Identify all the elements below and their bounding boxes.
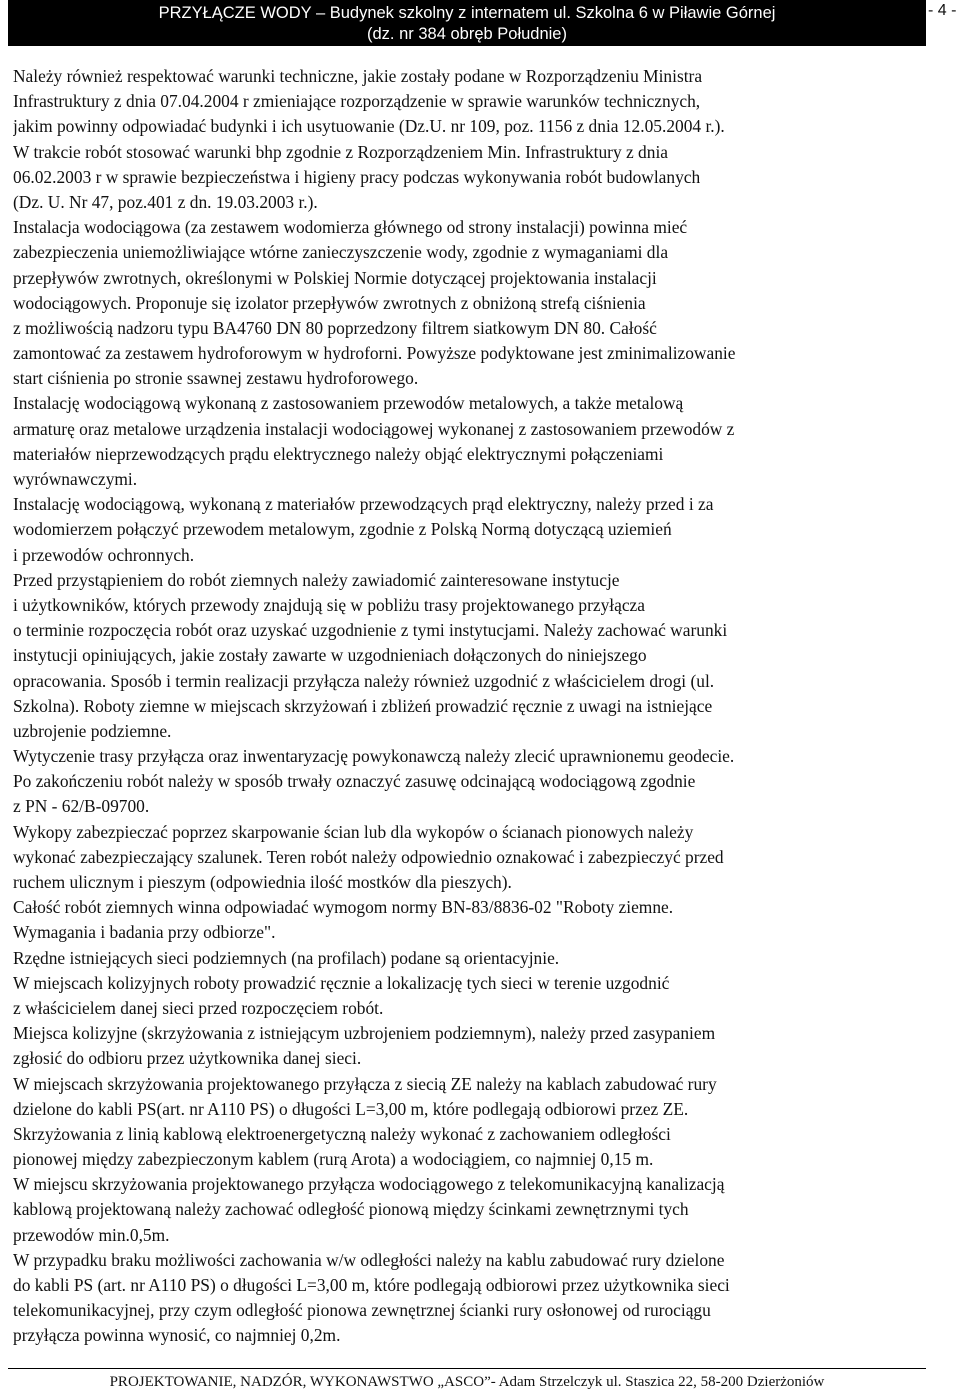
text-line: i użytkowników, których przewody znajdują się w pobliżu trasy projektowanego przyłącza xyxy=(13,594,645,615)
text-line: zabezpieczenia uniemożliwiające wtórne zanieczyszczenie wody, zgodnie z wymaganiami dla xyxy=(13,242,669,263)
text-line: Miejsca kolizyjne (skrzyżowania z istniejącym uzbrojeniem podziemnym), należy przed zasypaniem xyxy=(13,1023,716,1044)
text-line: materiałów nieprzewodzących prądu elektrycznego należy objąć elektrycznymi połączeniami xyxy=(13,443,664,464)
text-line: instytucji opiniujących, jakie zostały zawarte w uzgodnieniach dołączonych do niniejszego xyxy=(13,645,647,666)
footer-text: PROJEKTOWANIE, NADZÓR, WYKONAWSTWO „ASCO”- Adam Strzelczyk ul. Staszica 22, 58-200 Dzierżoniów xyxy=(109,1374,825,1390)
text-line: wodomierzem połączyć przewodem metalowym, zgodnie z Polską Normą dotyczącą uziemień xyxy=(13,519,672,540)
text-line: 06.02.2003 r w sprawie bezpieczeństwa i higieny pracy podczas wykonywania robót budowlanych xyxy=(13,166,701,187)
document-body xyxy=(13,64,953,1349)
text-line: dzielone do kabli PS(art. nr A110 PS) o długości L=3,00 m, które podlegają odbiorowi przez ZE. xyxy=(13,1098,689,1119)
text-line: (Dz. U. Nr 47, poz.401 z dn. 19.03.2003 r.). xyxy=(13,191,318,212)
text-line: pionowej między zabezpieczonym kablem (rurą Arota) a wodociągiem, co najmniej 0,15 m. xyxy=(13,1149,654,1170)
text-line: Rzędne istniejących sieci podziemnych (na profilach) podane są orientacyjnie. xyxy=(13,947,560,968)
text-line: Wykopy zabezpieczać poprzez skarpowanie ścian lub dla wykopów o ścianach pionowych należy xyxy=(13,821,694,842)
text-line: jakim powinny odpowiadać budynki i ich usytuowanie (Dz.U. nr 109, poz. 1156 z dnia 12.05.2004 r.). xyxy=(13,116,725,137)
text-line: W trakcie robót stosować warunki bhp zgodnie z Rozporządzeniem Min. Infrastruktury z dnia xyxy=(13,141,669,162)
text-line: i przewodów ochronnych. xyxy=(13,544,195,565)
text-line: uzbrojenie podziemne. xyxy=(13,720,172,741)
text-line: W miejscach skrzyżowania projektowanego przyłącza z siecią ZE należy na kablach zabudować rury xyxy=(13,1073,717,1094)
text-line: przewodów min.0,5m. xyxy=(13,1224,170,1245)
text-line: Po zakończeniu robót należy w sposób trwały oznaczyć zasuwę odcinającą wodociągową zgodnie xyxy=(13,771,696,792)
text-line: o terminie rozpoczęcia robót oraz uzyskać uzgodnienie z tymi instytucjami. Należy zachować warunki xyxy=(13,620,728,641)
text-line: z właścicielem danej sieci przed rozpoczęciem robót. xyxy=(13,997,384,1018)
text-line: Należy również respektować warunki techniczne, jakie zostały podane w Rozporządzeniu Ministra xyxy=(13,66,703,86)
page-number: - 4 - xyxy=(928,2,957,19)
header-title-line2: (dz. nr 384 obręb Południe) xyxy=(367,25,567,43)
text-line: Instalacja wodociągowa (za zestawem wodomierza głównego od strony instalacji) powinna mieć xyxy=(13,217,688,238)
text-line: Przed przystąpieniem do robót ziemnych należy zawiadomić zainteresowane instytucje xyxy=(13,569,620,590)
text-line: przepływów zwrotnych, określonymi w Polskiej Normie dotyczącej projektowania instalacji xyxy=(13,267,657,288)
text-line: W miejscach kolizyjnych roboty prowadzić ręcznie a lokalizację tych sieci w terenie uzgodnić xyxy=(13,972,670,993)
text-line: ruchem ulicznym i pieszym (odpowiednia ilość mostków dla pieszych). xyxy=(13,872,512,892)
text-line: zamontować za zestawem hydroforowym w hydroforni. Powyższe podyktowane jest zminimalizowanie xyxy=(13,343,736,364)
text-line: W przypadku braku możliwości zachowania w/w odległości należy na kablu zabudować rury dzielone xyxy=(13,1249,725,1270)
text-line: wyrównawczymi. xyxy=(13,469,138,489)
text-line: do kabli PS (art. nr A110 PS) o długości L=3,00 m, które podlegają odbiorowi przez użytkownika sieci xyxy=(13,1275,730,1295)
text-line: W miejscu skrzyżowania projektowanego przyłącza wodociągowego z telekomunikacyjną kanalizacją xyxy=(13,1174,725,1195)
text-line: armaturę oraz metalowe urządzenia instalacji wodociągowej wykonanej z zastosowaniem przewodów z xyxy=(13,418,735,439)
text-line: opracowania. Sposób i termin realizacji przyłącza należy również uzgodnić z właścicielem drogi (ul. xyxy=(13,670,715,691)
text-line: zgłosić do odbioru przez użytkownika danej sieci. xyxy=(13,1048,362,1069)
text-line: Całość robót ziemnych winna odpowiadać wymogom normy BN-83/8836-02 "Roboty ziemne. xyxy=(13,897,674,918)
text-line: Szkolna). Roboty ziemne w miejscach skrzyżowań i zbliżeń prowadzić ręcznie z uwagi na istniejące xyxy=(13,695,713,716)
text-line: przyłącza powinna wynosić, co najmniej 0,2m. xyxy=(13,1325,341,1346)
text-line: Skrzyżowania z linią kablową elektroenergetyczną należy wykonać z zachowaniem odległości xyxy=(13,1123,671,1144)
text-line: Wymagania i badania przy odbiorze". xyxy=(13,922,276,943)
page-footer xyxy=(8,1368,926,1394)
text-line: telekomunikacyjnej, przy czym odległość pionowa zewnętrznej ścianki rury osłonowej od rurociągu xyxy=(13,1300,711,1321)
page-header xyxy=(8,0,926,46)
text-line: start ciśnienia po stronie ssawnej zestawu hydroforowego. xyxy=(13,368,419,389)
text-line: wykonać zabezpieczający szalunek. Teren robót należy odpowiednio oznakować i zabezpieczyć przed xyxy=(13,846,724,867)
text-line: Instalację wodociągową wykonaną z zastosowaniem przewodów metalowych, a także metalową xyxy=(13,393,684,414)
text-line: z PN - 62/B-09700. xyxy=(13,796,150,817)
text-line: Instalację wodociągową, wykonaną z materiałów przewodzących prąd elektryczny, należy przed i za xyxy=(13,494,714,515)
text-line: wodociągowych. Proponuje się izolator przepływów zwrotnych z obniżoną strefą ciśnienia xyxy=(13,292,646,313)
text-line: Wytyczenie trasy przyłącza oraz inwentaryzację powykonawczą należy zlecić uprawnionemu geodecie. xyxy=(13,746,735,767)
text-line: kablową projektowaną należy zachować odległość pionową między ścinkami zewnętrznymi tych xyxy=(13,1199,689,1220)
text-line: z możliwością nadzoru typu BA4760 DN 80 poprzedzony filtrem siatkowym DN 80. Całość xyxy=(13,317,657,338)
header-title-line1: PRZYŁĄCZE WODY – Budynek szkolny z internatem ul. Szkolna 6 w Piławie Górnej xyxy=(158,4,776,22)
text-line: Infrastruktury z dnia 07.04.2004 r zmieniające rozporządzenie w sprawie warunków technicznych, xyxy=(13,91,701,112)
